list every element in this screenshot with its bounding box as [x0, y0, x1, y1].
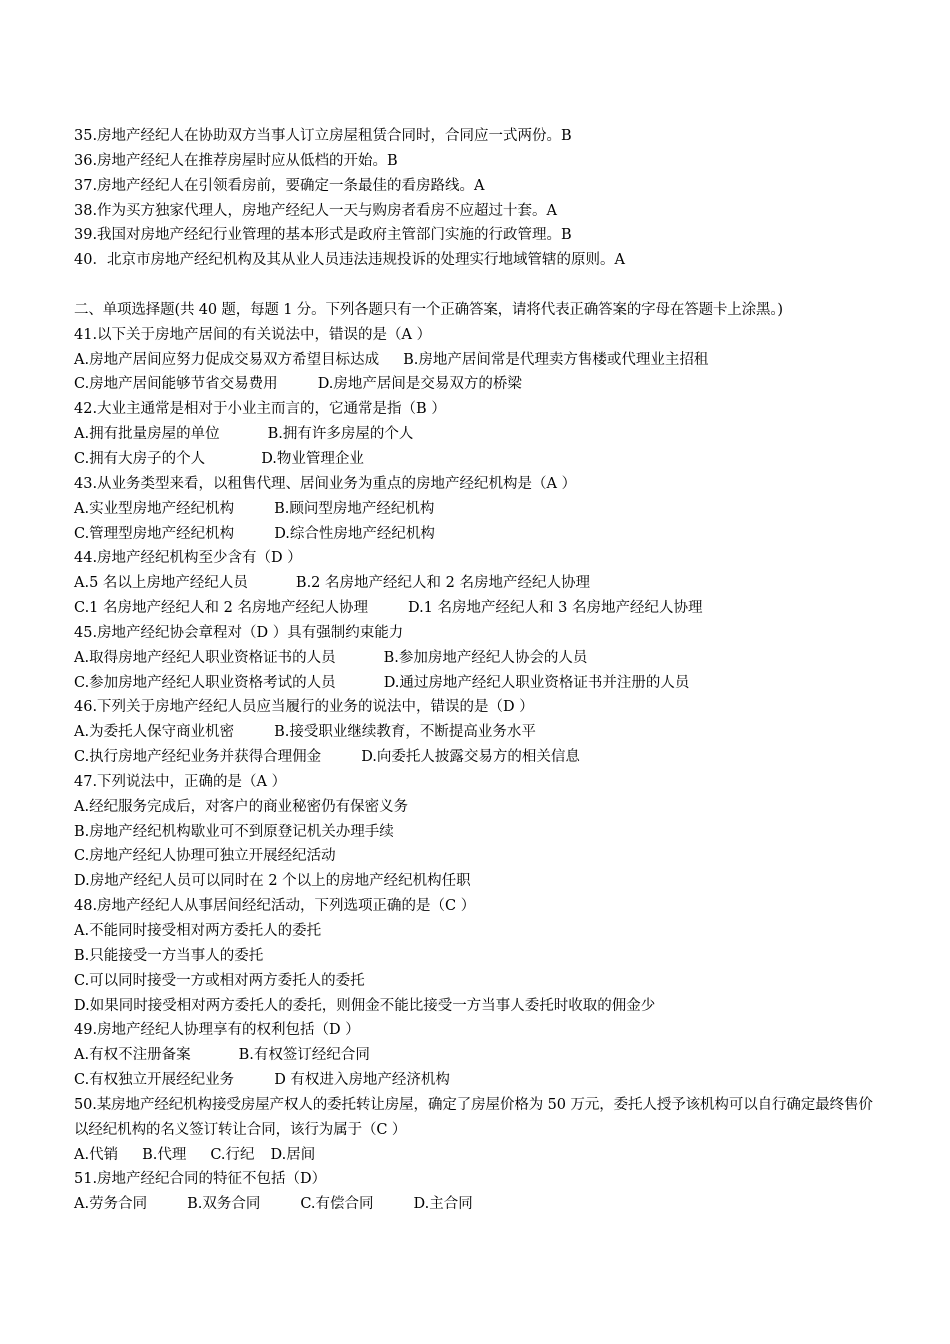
question-43-option-b: B.顾问型房地产经纪机构: [274, 500, 435, 517]
judgement-item-36: 36.房地产经纪人在推荐房屋时应从低档的开始。B: [74, 152, 398, 169]
question-51-options-row: [74, 1192, 884, 1217]
question-45-stem: 45.房地产经纪协会章程对（D ）具有强制约束能力: [74, 624, 404, 641]
question-44-options-row-1: [74, 571, 884, 596]
question-42-option-d: D.物业管理企业: [261, 450, 364, 467]
question-47-option-b: B.房地产经纪机构歇业可不到原登记机关办理手续: [74, 823, 394, 840]
question-46-options-row-1: [74, 720, 884, 745]
question-45-option-a: A.取得房地产经纪人职业资格证书的人员: [74, 649, 336, 666]
question-48-option-c: C.可以同时接受一方或相对两方委托人的委托: [74, 972, 365, 989]
question-41-option-c: C.房地产居间能够节省交易费用: [74, 376, 278, 393]
question-47-option-c: C.房地产经纪人协理可独立开展经纪活动: [74, 848, 336, 865]
question-47-option-d: D.房地产经纪人员可以同时在 2 个以上的房地产经纪机构任职: [74, 873, 471, 890]
question-44-option-b: B.2 名房地产经纪人和 2 名房地产经纪人协理: [295, 575, 590, 592]
question-43-options-row-2: [74, 522, 884, 547]
judgement-item-37: 37.房地产经纪人在引领看房前，要确定一条最佳的看房路线。A: [74, 177, 485, 194]
question-48-option-d: D.如果同时接受相对两方委托人的委托，则佣金不能比接受一方当事人委托时收取的佣金少: [74, 997, 656, 1014]
question-42-option-a: A.拥有批量房屋的单位: [74, 426, 220, 443]
question-45-options-row-1: [74, 646, 884, 671]
question-42-option-c: C.拥有大房子的个人: [74, 450, 206, 467]
document-page: [74, 124, 884, 1217]
question-46-option-d: D.向委托人披露交易方的相关信息: [361, 749, 580, 766]
question-49-option-a: A.有权不注册备案: [74, 1047, 191, 1064]
question-42-options-row-2: [74, 447, 884, 472]
question-51-option-b: B.双务合同: [187, 1196, 261, 1213]
question-48-option-b: B.只能接受一方当事人的委托: [74, 947, 264, 964]
question-41-options-row-1: [74, 348, 884, 373]
question-49-options-row-1: [74, 1043, 884, 1068]
question-48-stem: 48.房地产经纪人从事居间经纪活动，下列选项正确的是（C ）: [74, 898, 476, 915]
question-49-options-row-2: [74, 1068, 884, 1093]
question-43-options-row-1: [74, 497, 884, 522]
question-43-option-d: D.综合性房地产经纪机构: [274, 525, 435, 542]
blank-line: [74, 273, 884, 298]
question-44-option-c: C.1 名房地产经纪人和 2 名房地产经纪人协理: [74, 600, 368, 617]
judgement-item-35: 35.房地产经纪人在协助双方当事人订立房屋租赁合同时，合同应一式两份。B: [74, 128, 572, 144]
question-46-option-b: B.接受职业继续教育，不断提高业务水平: [274, 724, 536, 741]
question-44-options-row-2: [74, 596, 884, 621]
question-46-option-c: C.执行房地产经纪业务并获得合理佣金: [74, 749, 322, 766]
question-41-options-row-2: [74, 372, 884, 397]
question-51-option-d: D.主合同: [413, 1196, 473, 1213]
question-47-option-a: A.经纪服务完成后，对客户的商业秘密仍有保密义务: [74, 798, 409, 815]
question-43-stem: 43.从业务类型来看，以租售代理、居间业务为重点的房地产经纪机构是（A ）: [74, 475, 577, 492]
question-43-option-a: A.实业型房地产经纪机构: [74, 500, 235, 517]
question-42-option-b: B.拥有许多房屋的个人: [267, 426, 414, 443]
question-42-options-row-1: [74, 422, 884, 447]
question-50-options-row: [74, 1143, 884, 1168]
question-46-option-a: A.为委托人保守商业机密: [74, 724, 235, 741]
question-51-stem: 51.房地产经纪合同的特征不包括（D）: [74, 1171, 327, 1188]
question-45-option-d: D.通过房地产经纪人职业资格证书并注册的人员: [383, 674, 690, 691]
question-45-options-row-2: [74, 671, 884, 696]
question-47-stem: 47.下列说法中，正确的是（A ）: [74, 773, 287, 790]
question-45-option-c: C.参加房地产经纪人职业资格考试的人员: [74, 674, 336, 691]
judgement-item-39: 39.我国对房地产经纪行业管理的基本形式是政府主管部门实施的行政管理。B: [74, 227, 572, 244]
question-41-option-a: A.房地产居间应努力促成交易双方希望目标达成: [74, 351, 380, 368]
question-44-stem: 44.房地产经纪机构至少含有（D ）: [74, 550, 302, 567]
question-50-option-b: B.代理: [142, 1146, 187, 1163]
question-43-option-c: C.管理型房地产经纪机构: [74, 525, 235, 542]
question-41-option-d: D.房地产居间是交易双方的桥梁: [317, 376, 522, 393]
question-46-stem: 46.下列关于房地产经纪人员应当履行的业务的说法中，错误的是（D ）: [74, 699, 534, 716]
question-49-stem: 49.房地产经纪人协理享有的权利包括（D ）: [74, 1022, 360, 1039]
question-46-options-row-2: [74, 745, 884, 770]
question-51-option-a: A.劳务合同: [74, 1196, 148, 1213]
question-50-option-c: C.行纪: [210, 1146, 255, 1163]
question-49-option-b: B.有权签订经纪合同: [238, 1047, 370, 1064]
question-49-option-c: C.有权独立开展经纪业务: [74, 1072, 235, 1089]
question-41-option-b: B.房地产居间常是代理卖方售楼或代理业主招租: [403, 351, 709, 368]
question-50-option-d: D.居间: [270, 1146, 316, 1163]
question-41-stem: 41.以下关于房地产居间的有关说法中，错误的是（A ）: [74, 326, 432, 343]
question-50-option-a: A.代销: [74, 1146, 119, 1163]
question-48-option-a: A.不能同时接受相对两方委托人的委托: [74, 923, 322, 939]
question-44-option-d: D.1 名房地产经纪人和 3 名房地产经纪人协理: [407, 600, 703, 617]
question-42-stem: 42.大业主通常是相对于小业主而言的，它通常是指（B ）: [74, 401, 446, 418]
question-49-option-d: D 有权进入房地产经济机构: [274, 1072, 450, 1089]
question-50-stem: 50.某房地产经纪机构接受房屋产权人的委托转让房屋，确定了房屋价格为 50 万元，委托人授予该机构可以自行确定最终售价以经纪机构的名义签订转让合同，该行为属于（C ）: [74, 1096, 873, 1138]
question-51-option-c: C.有偿合同: [300, 1196, 374, 1213]
section-heading: 二、单项选择题(共 40 题，每题 1 分。下列各题只有一个正确答案，请将代表正确答案的字母在答题卡上涂黑。): [74, 301, 783, 318]
judgement-item-40: 40．北京市房地产经纪机构及其从业人员违法违规投诉的处理实行地域管辖的原则。A: [74, 252, 625, 269]
question-44-option-a: A.5 名以上房地产经纪人员: [74, 575, 248, 592]
question-45-option-b: B.参加房地产经纪人协会的人员: [383, 649, 588, 666]
judgement-item-38: 38.作为买方独家代理人，房地产经纪人一天与购房者看房不应超过十套。A: [74, 202, 558, 219]
